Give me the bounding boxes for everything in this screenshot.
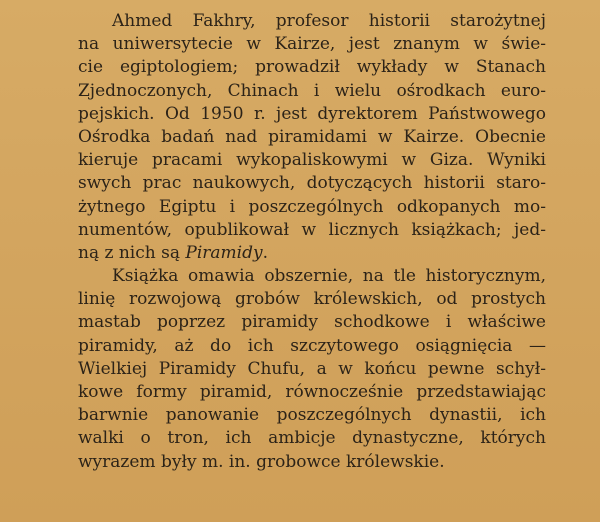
text-line: numentów, opublikował w licznych książkach; jed- — [78, 219, 546, 240]
text-line: kowe formy piramid, równocześnie przedstawiając — [78, 382, 546, 402]
text-fragment: . — [262, 242, 268, 263]
text-line: piramidy, aż do ich szczytowego osiągnięcia — — [78, 335, 546, 356]
text-line: cie egiptologiem; prowadził wykłady w Stanach — [78, 57, 546, 78]
text-line: żytnego Egiptu i poszczególnych odkopanych mo- — [78, 196, 546, 217]
text-line: kieruje pracami wykopaliskowymi w Giza. Wyniki — [78, 150, 546, 171]
text-line: Wielkiej Piramidy Chufu, a w końcu pewne schył- — [78, 358, 546, 379]
text-line: swych prac naukowych, dotyczących historii staro- — [78, 173, 546, 194]
text-line: Zjednoczonych, Chinach i wielu ośrodkach euro- — [78, 80, 546, 101]
text-fragment: ną z nich są — [78, 242, 186, 263]
text-line: linię rozwojową grobów królewskich, od prostych — [78, 289, 546, 310]
text-line: barwnie panowanie poszczególnych dynastii, ich — [78, 405, 546, 426]
text-line: na uniwersytecie w Kairze, jest znanym w świe- — [78, 34, 546, 55]
text-line — [78, 242, 546, 265]
text-line: pejskich. Od 1950 r. jest dyrektorem Państwowego — [78, 103, 546, 124]
text-line: Książka omawia obszernie, na tle historycznym, — [112, 266, 546, 287]
text-line: wyrazem były m. in. grobowce królewskie. — [78, 451, 445, 472]
text-line: mastab poprzez piramidy schodkowe i właściwe — [78, 312, 546, 333]
text-line: Ahmed Fakhry, profesor historii starożytnej — [112, 11, 546, 31]
text-line: Ośrodka badań nad piramidami w Kairze. Obecnie — [78, 126, 546, 147]
author-note-text — [78, 10, 546, 474]
text-line: walki o tron, ich ambicje dynastyczne, których — [78, 428, 546, 449]
book-title: Piramidy — [185, 242, 263, 263]
